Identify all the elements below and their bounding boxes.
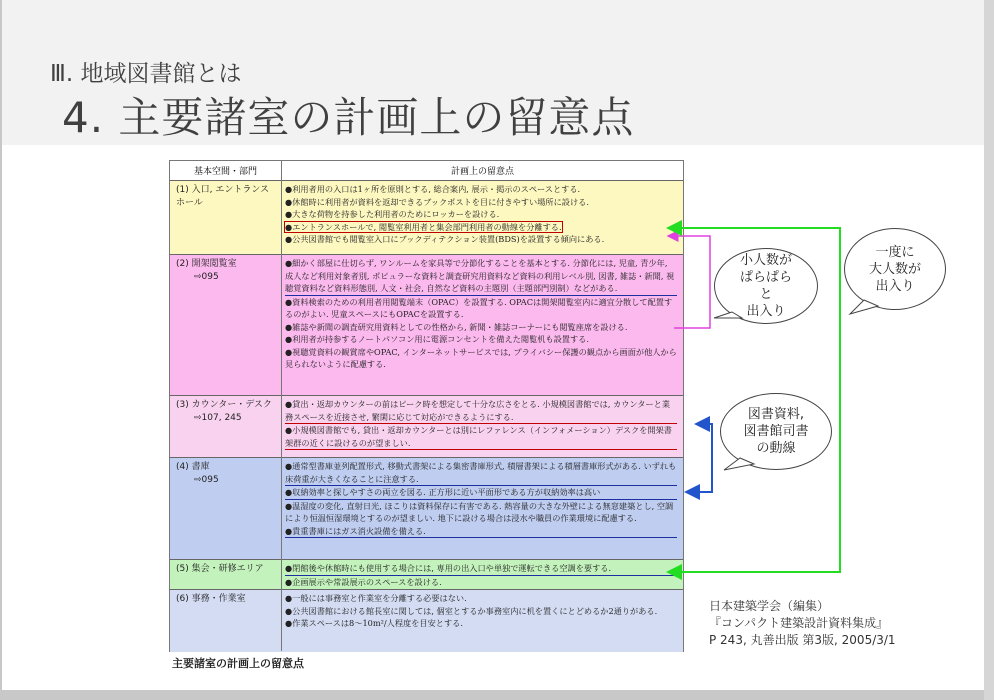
note-line: ●資料検索のための利用者用閲覧端末（OPAC）を設置する. OPACは開架閲覧室内に適宜分散して配置するのがよい. 児童スペースにもOPACを設置する.	[285, 296, 673, 319]
citation-line: 『コンパクト建築設計資料集成』	[709, 616, 889, 630]
row-label: (1) 入口, エントランスホール	[176, 185, 270, 208]
note-line: ●公共図書館における館長室に関しては, 個室とするか事務室内に机を置くにとどめるか2通りがある.	[285, 605, 658, 616]
slide	[2, 0, 984, 690]
bubble-tail	[714, 312, 742, 318]
window-edge	[984, 0, 994, 700]
note-line: ●休館時に利用者が資料を返却できるブックポストを目に付きやすい場所に設ける.	[285, 196, 589, 207]
bubble-large-groups-text: 一度に 大人数が 出入り	[868, 244, 921, 294]
note-line: ●貸出・返却カウンターの前はピーク時を想定して十分な広さをとる. 小規模図書館では, カウンターと業務スペースを近接させ, 繁閑に応じて対応ができるようにする.	[285, 398, 677, 424]
row-label-text: (3) カウンター・デスク	[176, 400, 272, 410]
row-label: (5) 集会・研修エリア	[176, 564, 264, 574]
row-label: (6) 事務・作業室	[176, 594, 246, 604]
citation-line: P 243, 丸善出版 第3版, 2005/3/1	[709, 633, 896, 647]
page-reference: ⇨095	[194, 272, 219, 282]
note-line: ●大きな荷物を持参した利用者のためにロッカーを設ける.	[285, 209, 500, 219]
note-line: ●閉館後や休館時にも使用する場合には, 専用の出入口や単独で運転できる空調を要する.	[285, 562, 677, 576]
citation-line: 日本建築学会（編集）	[709, 599, 830, 613]
bubble-books-staff-text: 図書資料, 図書館司書 の動線	[743, 407, 809, 456]
note-line: ●視聴覚資料の観賞席やOPAC, インターネットサービスでは, プライバシー保護の観点から画面が他人から見られないように配慮する.	[285, 346, 677, 369]
note-line: ●利用者用の入口は1ヶ所を原則とする, 総合案内, 展示・掲示のスペースとする.	[285, 184, 581, 194]
note-line: ●雑誌や新聞の調査研究用資料としての性格から, 新聞・雑誌コーナーにも閲覧座席を設ける.	[285, 321, 628, 332]
page-title: 4. 主要諸室の計画上の留意点	[62, 93, 635, 142]
note-line: ●企画展示や常設展示のスペースを設ける.	[285, 576, 442, 587]
figure-caption: 主要諸室の計画上の留意点	[172, 657, 304, 670]
section-title: Ⅲ. 地域図書館とは	[50, 61, 242, 87]
bubble-tail	[724, 458, 754, 470]
table-header-space: 基本空間・部門	[170, 161, 281, 181]
note-line: ●小規模図書館でも, 貸出・返却カウンターとは別にレファレンス（インフォメーション）デスクを開架書架群の近くに設けるのが望ましい.	[285, 424, 677, 450]
page-reference: ⇨095	[194, 475, 219, 485]
magenta-bracket	[674, 236, 710, 328]
blue-bracket	[690, 424, 712, 492]
note-line: ●細かく部屋に仕切らず, ワンルームを家具等で分節化することを基本とする. 分節化には, 児童, 青少年, 成人など利用対象者別, ポピュラーな資料と調査研究用資料など資料の利用レベル別, 図書, 雑誌・新聞, 視聴覚資料など資料形態別, 人文・社会, 自然など資料の主題別（主題部門別制）などがある.	[285, 257, 677, 296]
annotation-overlay	[2, 0, 984, 690]
green-bracket	[674, 228, 840, 572]
note-line: ●一般には事務室と作業室を分離する必要はない.	[285, 593, 467, 603]
table-header-notes: 計画上の留意点	[282, 161, 683, 181]
note-line: ●収納効率と探しやすさの両立を図る. 正方形に近い平面形である方が収納効率は高い	[285, 486, 677, 500]
row-label-text: (2) 開架閲覧室	[176, 259, 237, 269]
bubble-tail	[850, 300, 878, 314]
note-line-highlighted: ●エントランスホールで, 閲覧室利用者と集会部門利用者の動線を分離する.	[285, 221, 562, 232]
note-line: ●温湿度の変化, 直射日光, ほこりは資料保存に有害である. 熱容量の大きな外壁による無窓建築とし, 空調により恒温恒湿環境とするのが望ましい. 地下に設ける場合は浸水や職員の作業環境に配慮する.	[285, 500, 674, 523]
page-reference: ⇨107, 245	[194, 413, 242, 423]
row-label-text: (4) 書庫	[176, 462, 210, 472]
note-line: ●利用者が持参するノートパソコン用に電源コンセントを備えた閲覧机も設置する.	[285, 334, 589, 344]
bubble-small-groups-text: 小人数が ぱらぱらと 出入り	[739, 253, 792, 319]
note-line: ●貴重書庫にはガス消火設備を備える.	[285, 525, 677, 539]
note-line: ●公共図書館でも閲覧室入口にブックディテクション装置(BDS)を設置する傾向にある.	[285, 234, 605, 244]
note-line: ●作業スペースは8～10m²/人程度を目安とする.	[285, 618, 463, 628]
note-line: ●通常型書庫並列配置形式, 移動式書架による集密書庫形式, 積層書架による積層書庫形式がある. いずれも床荷重が大きくなることに注意する.	[285, 460, 677, 486]
